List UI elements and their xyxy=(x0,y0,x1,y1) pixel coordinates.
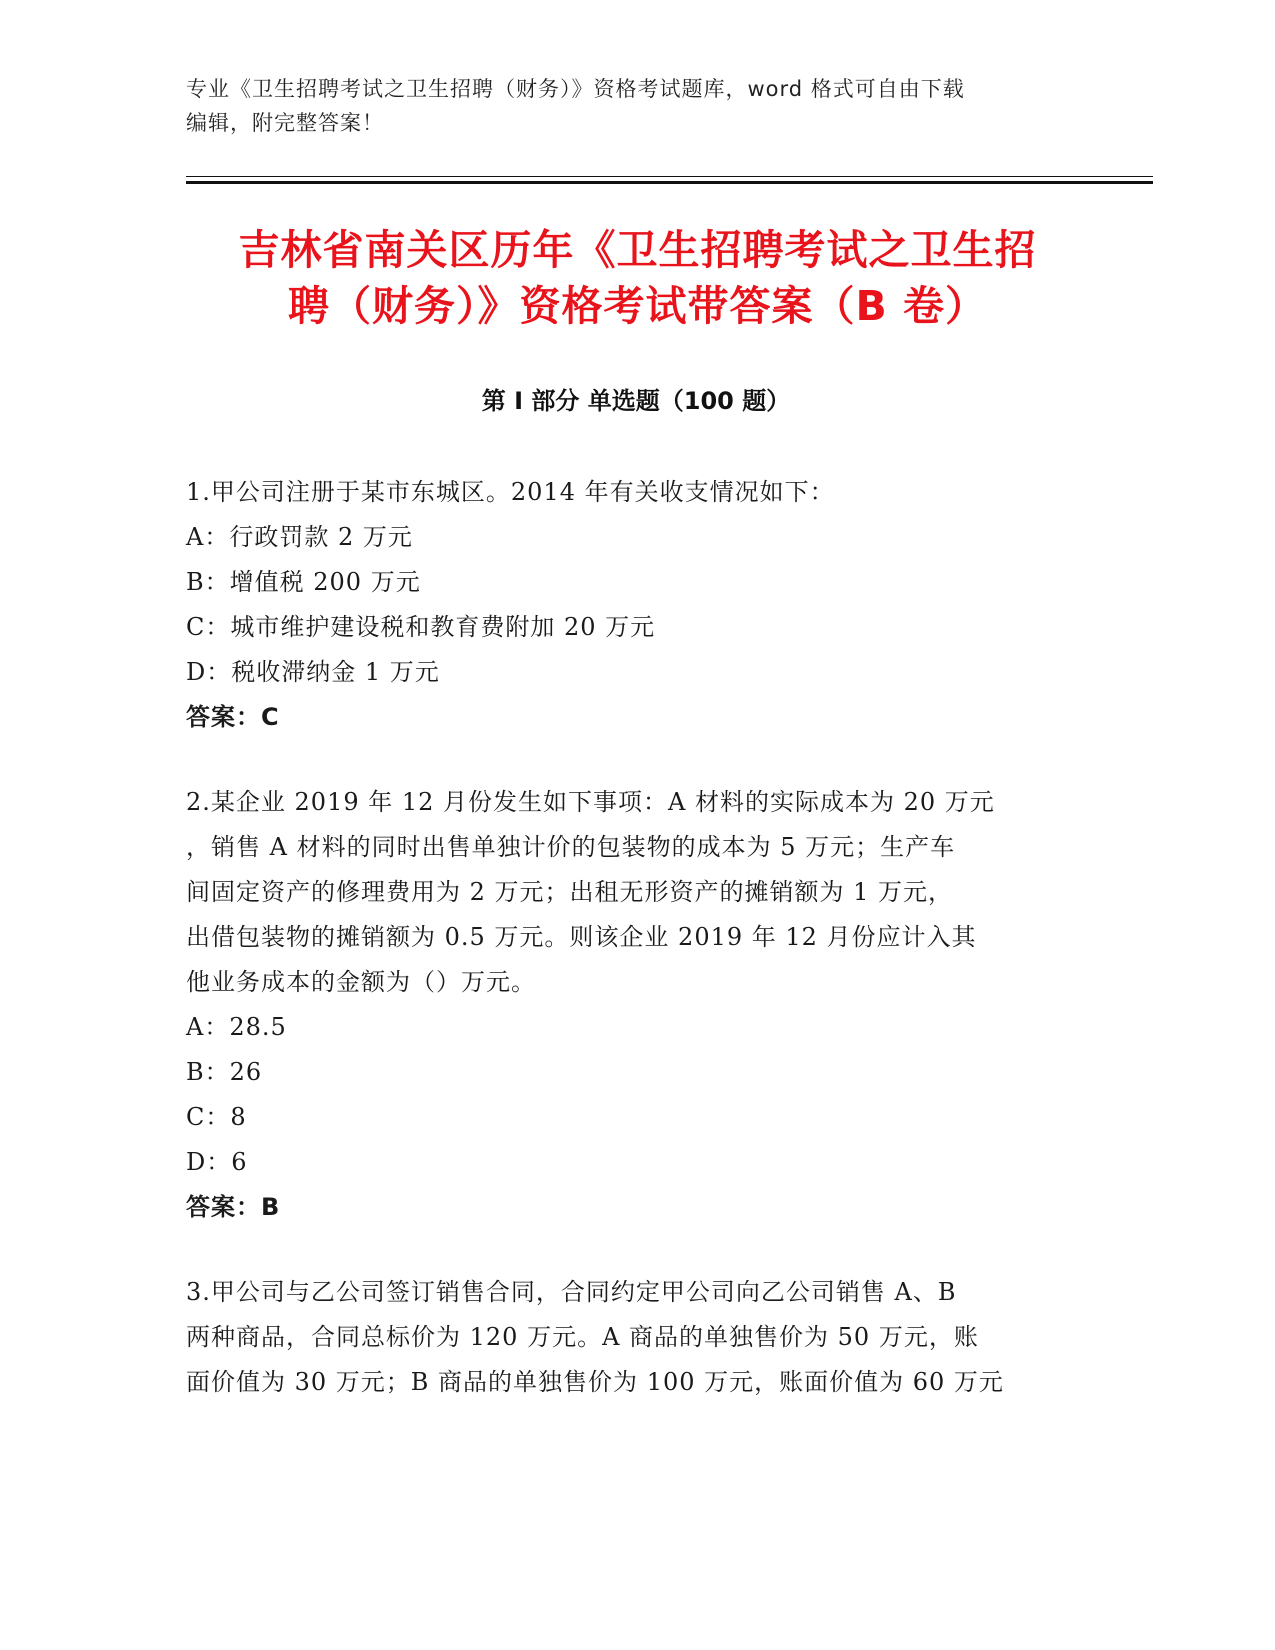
question-stem-line: 间固定资产的修理费用为 2 万元；出租无形资产的摊销额为 1 万元， xyxy=(186,878,954,906)
option-d: D：6 xyxy=(186,1148,248,1176)
header-note-line-1: 专业《卫生招聘考试之卫生招聘（财务）》资格考试题库，word 格式可自由下载 xyxy=(186,77,965,101)
question-list xyxy=(186,470,1086,1445)
header-note xyxy=(186,72,1086,140)
question-stem-line: 两种商品，合同总标价为 120 万元。A 商品的单独售价为 50 万元，账 xyxy=(186,1323,979,1351)
header-divider-thick xyxy=(186,181,1153,184)
option-a: A：28.5 xyxy=(186,1013,287,1041)
header-note-line-2: 编辑，附完整答案！ xyxy=(186,111,384,135)
option-b: B：26 xyxy=(186,1058,263,1086)
question-stem-line: 1.甲公司注册于某市东城区。2014 年有关收支情况如下： xyxy=(186,478,835,506)
option-b: B：增值税 200 万元 xyxy=(186,568,421,596)
question-stem-line: 3.甲公司与乙公司签订销售合同，合同约定甲公司向乙公司销售 A、B xyxy=(186,1278,957,1306)
option-c: C：城市维护建设税和教育费附加 20 万元 xyxy=(186,613,656,641)
option-a: A：行政罚款 2 万元 xyxy=(186,523,413,551)
question-2 xyxy=(186,780,1086,1230)
section-title: 第 I 部分 单选题（100 题） xyxy=(481,387,791,415)
document-title-line-1: 吉林省南关区历年《卫生招聘考试之卫生招 xyxy=(238,226,1037,274)
document-title xyxy=(160,222,1115,334)
question-stem-line: 面价值为 30 万元；B 商品的单独售价为 100 万元，账面价值为 60 万元 xyxy=(186,1368,1004,1396)
option-c: C：8 xyxy=(186,1103,247,1131)
header-divider-thin xyxy=(186,176,1153,177)
document-title-line-2: 聘（财务）》资格考试带答案（B 卷） xyxy=(287,282,988,330)
question-stem-line: 他业务成本的金额为（）万元。 xyxy=(186,968,536,996)
answer-label: 答案：C xyxy=(186,703,280,731)
question-3 xyxy=(186,1270,1086,1405)
answer-label: 答案：B xyxy=(186,1193,281,1221)
question-stem-line: ，销售 A 材料的同时出售单独计价的包装物的成本为 5 万元；生产车 xyxy=(186,833,956,861)
question-stem-line: 出借包装物的摊销额为 0.5 万元。则该企业 2019 年 12 月份应计入其 xyxy=(186,923,977,951)
question-stem-line: 2.某企业 2019 年 12 月份发生如下事项：A 材料的实际成本为 20 万元 xyxy=(186,788,995,816)
question-1 xyxy=(186,470,1086,740)
option-d: D：税收滞纳金 1 万元 xyxy=(186,658,440,686)
